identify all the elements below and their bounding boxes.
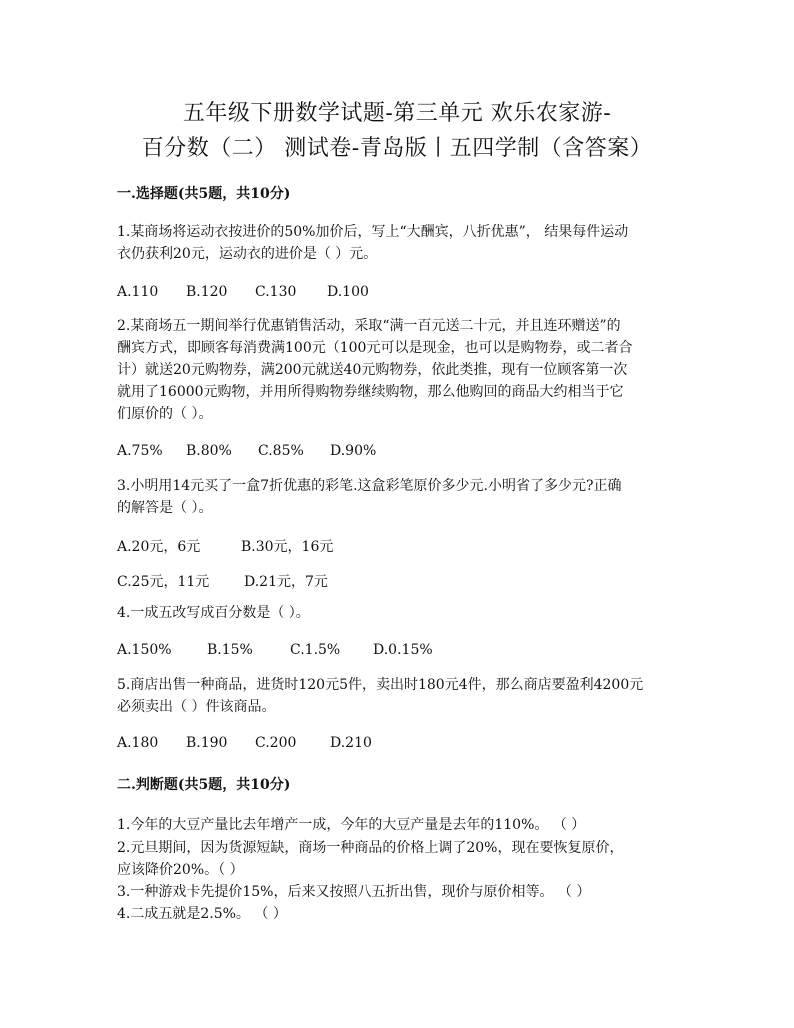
page-title-line-1: 五年级下册数学试题-第三单元 欢乐农家游- (182, 101, 612, 126)
question-3-option-c: C.25元，11元 (117, 574, 210, 590)
judgement-line-2: 2.元旦期间，因为货源短缺，商场一种商品的价格上调了20%，现在要恢复原价， (117, 840, 624, 856)
question-3-line-1: 3.小明用14元买了一盒7折优惠的彩笔.这盒彩笔原价多少元.小明省了多少元?正确 (117, 478, 622, 494)
judgement-line-3: 应该降价20%。（ ） (117, 862, 244, 878)
question-1-option-b: B.120 (186, 284, 228, 300)
judgement-line-4: 3.一种游戏卡先提价15%，后来又按照八五折出售，现价与原价相等。 （ ） (117, 884, 591, 900)
question-1-line-2: 衣仍获利20元，运动衣的进价是（ ）元。 (117, 246, 378, 262)
question-1-line-1: 1.某商场将运动衣按进价的50%加价后，写上“大酬宾，八折优惠”， 结果每件运动 (117, 224, 629, 240)
question-5-line-2: 必须卖出（ ）件该商品。 (117, 699, 276, 715)
question-4-option-a: A.150% (117, 642, 172, 658)
question-2-option-c: C.85% (258, 443, 304, 459)
judgement-line-5: 4.二成五就是2.5%。 （ ） (117, 906, 287, 922)
question-4-option-d: D.0.15% (373, 642, 433, 658)
question-2-line-2: 酬宾方式，即顾客每消费满100元（100元可以是现金，也可以是购物券，或二者合 (117, 340, 633, 356)
question-2-line-1: 2.某商场五一期间举行优惠销售活动，采取“满一百元送二十元，并且连环赠送”的 (117, 318, 621, 334)
question-4-line-1: 4.一成五改写成百分数是（ ）。 (117, 605, 310, 621)
section-heading-choice: 一.选择题(共5题，共10分) (117, 186, 291, 202)
question-2-line-4: 就用了16000元购物，并用所得购物券继续购物，那么他购回的商品大约相当于它 (117, 384, 624, 400)
section-heading-judgement: 二.判断题(共5题，共10分) (117, 777, 291, 793)
question-2-option-a: A.75% (117, 443, 163, 459)
judgement-line-1: 1.今年的大豆产量比去年增产一成，今年的大豆产量是去年的110%。 （ ） (117, 817, 586, 833)
question-5-option-d: D.210 (330, 735, 372, 751)
question-1-option-c: C.130 (255, 284, 297, 300)
question-2-option-b: B.80% (186, 443, 232, 459)
question-5-option-c: C.200 (255, 735, 297, 751)
page-title-line-2: 百分数（二） 测试卷-青岛版丨五四学制（含答案） (141, 136, 653, 161)
question-5-option-b: B.190 (186, 735, 228, 751)
question-5-line-1: 5.商店出售一种商品，进货时120元5件，卖出时180元4件，那么商店要盈利4200元 (117, 677, 644, 693)
question-1-option-a: A.110 (117, 284, 159, 300)
question-4-option-b: B.15% (207, 642, 253, 658)
question-2-option-d: D.90% (330, 443, 377, 459)
question-2-line-3: 计）就送20元购物券，满200元就送40元购物券，依此类推，现有一位顾客第一次 (117, 362, 628, 378)
question-5-option-a: A.180 (117, 735, 159, 751)
question-3-line-2: 的解答是（ ）。 (117, 500, 213, 516)
question-3-option-a: A.20元，6元 (117, 539, 201, 555)
question-2-line-5: 们原价的（ ）。 (117, 406, 213, 422)
question-3-option-d: D.21元，7元 (244, 574, 328, 590)
question-1-option-d: D.100 (327, 284, 369, 300)
question-4-option-c: C.1.5% (290, 642, 341, 658)
question-3-option-b: B.30元，16元 (241, 539, 334, 555)
